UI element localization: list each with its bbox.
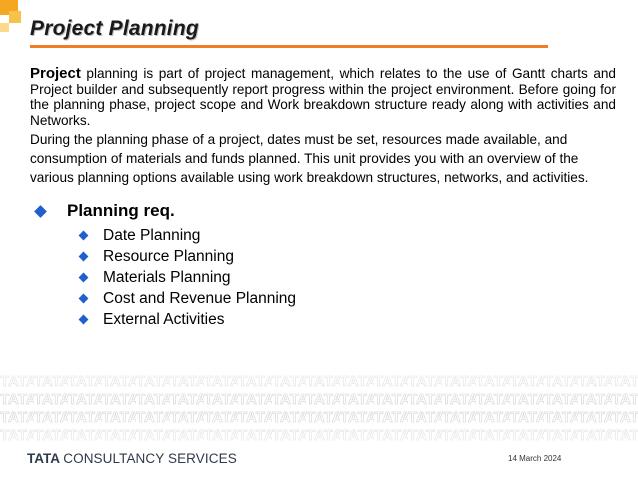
bullet-list — [34, 199, 296, 330]
diamond-bullet-icon — [79, 252, 89, 262]
list-item-label: Materials Planning — [103, 268, 231, 286]
slide-date: 14 March 2024 — [508, 454, 562, 463]
diamond-bullet-icon — [34, 205, 47, 218]
diamond-bullet-icon — [79, 273, 89, 283]
intro-body: planning is part of project management, which relates to the use of Gantt charts and Project builder and subsequently report progress within the project environment. Before going for the planning phase, project scope and Work breakdown structure ready along with activities and Networks. — [30, 66, 616, 128]
intro-paragraph-1 — [30, 66, 616, 128]
sub-bullet-list — [80, 225, 296, 330]
watermark-pattern-graphic — [0, 372, 638, 444]
diamond-bullet-icon — [79, 315, 89, 325]
list-item — [80, 267, 296, 288]
list-item-label: External Activities — [103, 310, 225, 328]
list-item-label: Resource Planning — [103, 247, 234, 265]
list-item — [80, 246, 296, 267]
list-item — [80, 309, 296, 330]
corner-decoration-square — [0, 23, 9, 32]
intro-text — [30, 66, 616, 187]
bullet-heading — [34, 199, 296, 223]
intro-lead-word: Project — [30, 65, 81, 82]
list-item-label: Cost and Revenue Planning — [103, 289, 297, 307]
list-item — [80, 288, 296, 309]
tcs-logo — [27, 451, 237, 466]
intro-paragraph-2: During the planning phase of a project, dates must be set, resources made available, and consumption of materials and funds planned. This unit provides you with an overview of the various planning options available using work breakdown structures, networks, and activities. — [30, 132, 589, 186]
title-underline — [30, 45, 548, 48]
list-item — [80, 225, 296, 246]
slide-title: Project Planning — [30, 17, 199, 40]
tcs-logo-consultancy: CONSULTANCY SERVICES — [63, 451, 237, 466]
diamond-bullet-icon — [79, 231, 89, 241]
corner-decoration-square — [9, 11, 21, 23]
diamond-bullet-icon — [79, 294, 89, 304]
bullet-heading-label: Planning req. — [67, 201, 175, 220]
tcs-logo-tata: TATA — [27, 451, 60, 466]
list-item-label: Date Planning — [103, 226, 201, 244]
tata-watermark-pattern — [0, 372, 638, 444]
